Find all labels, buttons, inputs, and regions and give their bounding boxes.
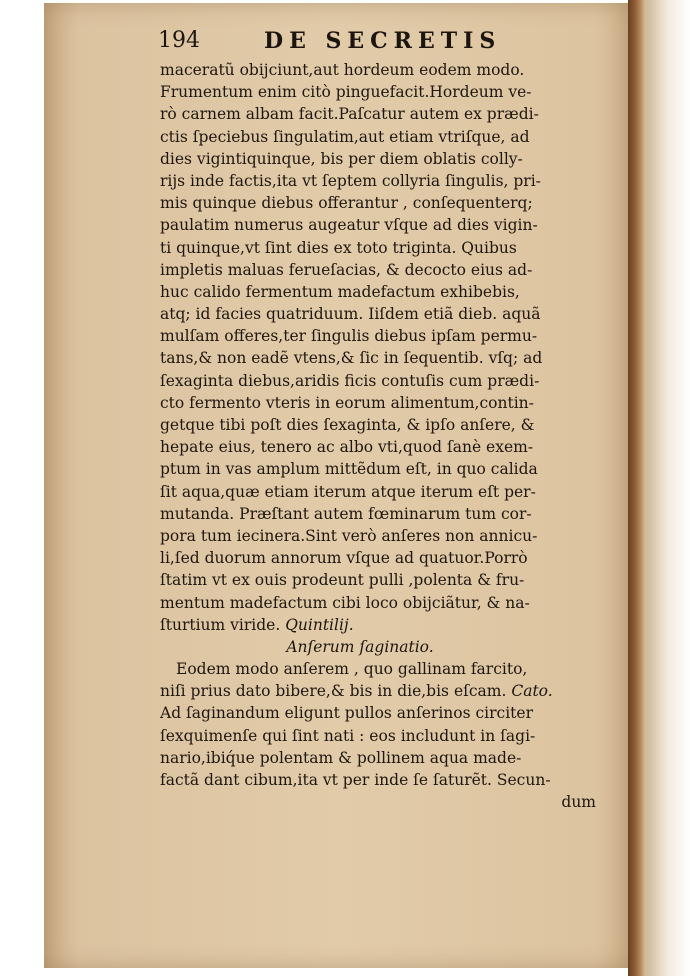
- text-line: nario,ibiq́ue polentam & pollinem aqua made-: [160, 748, 522, 767]
- text-line: ti quinque,vt ſint dies ex toto triginta. Quibus: [160, 238, 517, 257]
- text-line: pora tum iecinera.Sint verò anſeres non annicu-: [160, 526, 538, 545]
- running-head: [158, 28, 598, 58]
- attribution: Quintilij.: [285, 615, 354, 634]
- text-line: impletis maluas ferueſacias, & decocto eius ad-: [160, 260, 533, 279]
- text-line: huc calido fermentum madefactum exhibebis,: [160, 282, 520, 301]
- text-line: Ad ſaginandum eligunt pullos anſerinos circiter: [160, 704, 533, 723]
- text-block: [160, 59, 600, 813]
- page-number: 194: [158, 28, 200, 53]
- text-line: Eodem modo anſerem , quo gallinam farcito,: [176, 660, 528, 679]
- text-line: ſtatim vt ex ouis prodeunt pulli ,polenta & fru-: [160, 571, 525, 590]
- book-spine: [628, 0, 646, 976]
- text-line-with-attribution: [160, 614, 600, 636]
- text-line: niſi prius dato bibere,& bis in die,bis eſcam.: [160, 682, 507, 701]
- page-edge-shadow: [646, 0, 690, 976]
- text-line: cto fermento vteris in eorum alimentum,contin-: [160, 393, 534, 412]
- text-line: hepate eius, tenero ac albo vti,quod ſanè exem-: [160, 438, 534, 457]
- text-line: ſturtium viride.: [160, 615, 281, 634]
- text-line-with-attribution: [160, 680, 600, 702]
- text-line: mulſam offeres,ter ſingulis diebus ipſam permu-: [160, 327, 538, 346]
- text-line: getque tibi poſt dies ſexaginta, & ipſo anſere, &: [160, 416, 535, 434]
- text-line: tans,& non eadẽ vtens,& ſic in ſequentib. vſq; ad: [160, 349, 543, 368]
- text-line: ſexaginta diebus,aridis ficis contuſis cum prædi-: [160, 371, 540, 390]
- text-line: li,ſed duorum annorum vſque ad quatuor.Porrò: [160, 549, 528, 568]
- text-line: paulatim numerus augeatur vſque ad dies vigin-: [160, 216, 538, 235]
- text-line: mentum madefactum cibi loco obijciãtur, & na-: [160, 593, 530, 612]
- text-line: maceratũ obijciunt,aut hordeum eodem modo.: [160, 61, 525, 79]
- catchword: dum: [561, 793, 596, 812]
- text-line: Frumentum enim citò pinguefacit.Hordeum ve-: [160, 83, 532, 102]
- section-heading: Anſerum ſaginatio.: [286, 637, 434, 656]
- attribution: Cato.: [511, 682, 553, 701]
- text-line: ptum in vas amplum mittẽdum eſt, in quo calida: [160, 460, 538, 479]
- text-line: atq; id facies quatriduum. Iiſdem etiã dieb. aquã: [160, 305, 541, 324]
- text-line: ctis ſpeciebus ſingulatim,aut etiam vtriſque, ad: [160, 127, 530, 146]
- text-line: ſexquimenſe qui ſint nati : eos includunt in ſagi-: [160, 726, 536, 745]
- text-line: mis quinque diebus offerantur , conſequenterq;: [160, 194, 533, 213]
- text-line: rijs inde factis,ita vt ſeptem collyria ſingulis, pri-: [160, 171, 541, 190]
- running-title: DE SECRETIS: [264, 28, 502, 54]
- text-line: rò carnem albam facit.Paſcatur autem ex prædi-: [160, 105, 539, 124]
- text-line: factã dant cibum,ita vt per inde ſe ſaturẽt. Secun-: [160, 771, 551, 789]
- text-line: dies vigintiquinque, bis per diem oblatis colly-: [160, 149, 523, 168]
- text-line: ſit aqua,quæ etiam iterum atque iterum eſt per-: [160, 482, 536, 501]
- text-line: mutanda. Præſtant autem fœminarum tum cor-: [160, 504, 532, 523]
